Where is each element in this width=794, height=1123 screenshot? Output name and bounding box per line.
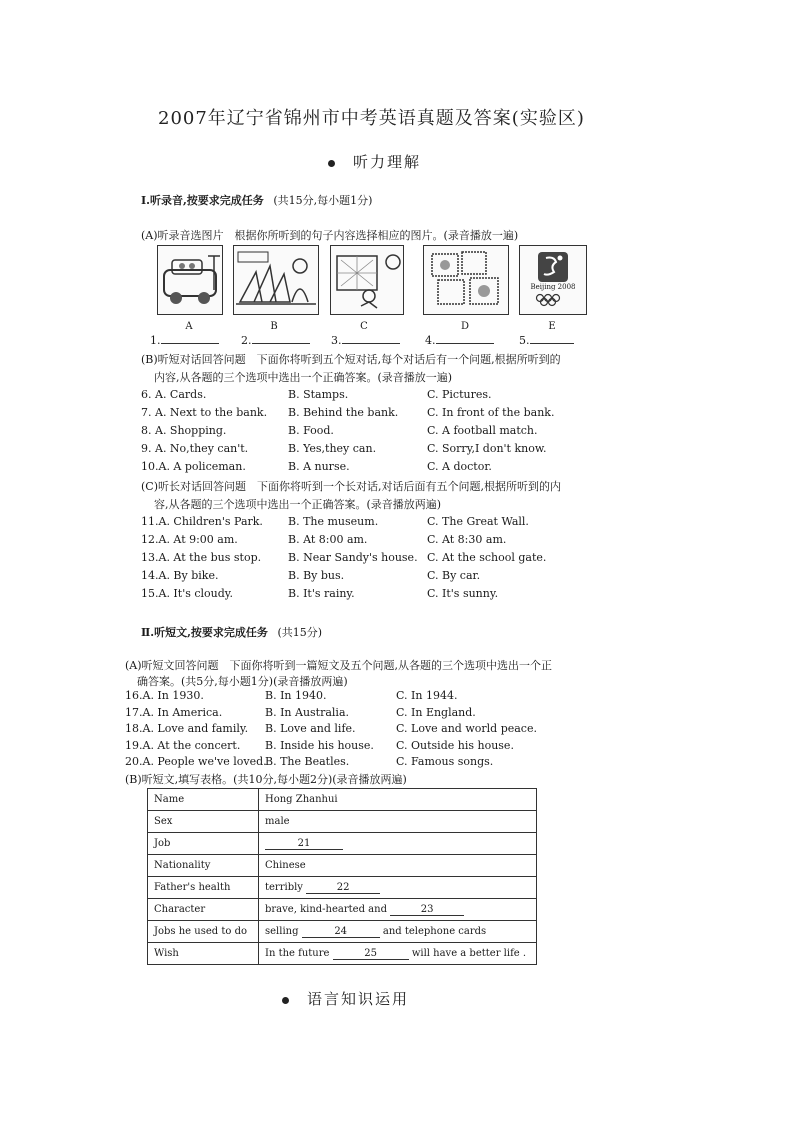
answer-blank-3[interactable] (331, 334, 400, 347)
table-value (259, 855, 537, 877)
table-key: Wish (148, 943, 259, 965)
table-value (259, 877, 537, 899)
option-b[interactable]: B. At 8:00 am. (288, 533, 368, 546)
table-row (148, 877, 537, 899)
question-row (141, 460, 246, 473)
question-row (141, 587, 233, 600)
blank-number: 2. (241, 334, 252, 347)
fill-blank[interactable]: 23 (390, 904, 464, 916)
table-value (259, 943, 537, 965)
question-row (125, 739, 240, 752)
part-one-score: (共15分,每小题1分) (273, 194, 373, 207)
value-text: In the future (265, 947, 330, 959)
table-key: Job (148, 833, 259, 855)
blank-line (342, 334, 400, 344)
option-a[interactable]: A. Children's Park. (158, 515, 263, 528)
table-row (148, 789, 537, 811)
part-c-intro-line1: (C)听长对话回答问题 下面你将听到一个长对话,对话后面有五个问题,根据所听到的内 (141, 480, 561, 493)
option-b[interactable]: B. A nurse. (288, 460, 350, 473)
blank-line (161, 334, 219, 344)
bullet-icon (328, 160, 335, 167)
question-number: 17. (125, 706, 143, 719)
picture-letter-e: E (548, 321, 556, 332)
picture-letter-c: C (360, 321, 368, 332)
value-text: Hong Zhanhui (265, 794, 338, 805)
stamps-icon (424, 246, 508, 314)
value-text: male (265, 816, 290, 827)
option-b[interactable]: B. By bus. (288, 569, 345, 582)
blank-line (436, 334, 494, 344)
part-two-title: Ⅱ.听短文,按要求完成任务 (141, 626, 268, 639)
answer-blank-5[interactable] (519, 334, 574, 347)
option-b[interactable]: B. The museum. (288, 515, 379, 528)
question-number: 14. (141, 569, 159, 582)
table-value (259, 899, 537, 921)
part-2b-intro: (B)听短文,填写表格。(共10分,每小题2分)(录音播放两遍) (125, 773, 407, 786)
part-two-score: (共15分) (277, 626, 323, 639)
table-key: Character (148, 899, 259, 921)
option-c[interactable]: C. In England. (396, 706, 476, 719)
fill-blank[interactable]: 22 (306, 882, 380, 894)
question-row (125, 722, 248, 735)
part-2a-intro-line2: 确答案。(共5分,每小题1分)(录音播放两遍) (137, 675, 348, 688)
question-row (125, 706, 222, 719)
part-a-intro: (A)听录音选图片 根据你所听到的句子内容选择相应的图片。(录音播放一遍) (141, 229, 519, 242)
question-row (141, 406, 267, 419)
option-c[interactable]: C. Famous songs. (396, 755, 494, 768)
option-b[interactable]: B. The Beatles. (265, 755, 350, 768)
car-family-icon (158, 246, 222, 314)
option-a[interactable]: A. In 1930. (142, 689, 204, 702)
option-b[interactable]: B. Love and life. (265, 722, 356, 735)
table-row (148, 943, 537, 965)
value-text: will have a better life . (411, 947, 527, 959)
table-row (148, 899, 537, 921)
table-row (148, 833, 537, 855)
question-number: 16. (125, 689, 143, 702)
option-b[interactable]: B. Food. (288, 424, 334, 437)
option-a[interactable]: A. At 9:00 am. (158, 533, 238, 546)
table-key: Sex (148, 811, 259, 833)
option-c[interactable]: C. At the school gate. (427, 551, 547, 564)
option-b[interactable]: B. Near Sandy's house. (288, 551, 418, 564)
opera-house-icon (234, 246, 318, 314)
option-c[interactable]: C. Pictures. (427, 388, 492, 401)
option-c[interactable]: C. It's sunny. (427, 587, 499, 600)
question-row (141, 569, 218, 582)
picture-a (157, 245, 223, 315)
fill-blank[interactable]: 25 (333, 948, 409, 960)
emblem-text: Beijing 2008 (530, 283, 576, 291)
option-b[interactable]: B. Stamps. (288, 388, 349, 401)
option-a[interactable]: A. No,they can't. (155, 442, 249, 455)
part-one-label (141, 192, 372, 208)
option-b[interactable]: B. In Australia. (265, 706, 350, 719)
blank-number: 4. (425, 334, 436, 347)
question-number: 11. (141, 515, 159, 528)
value-text: selling (265, 925, 299, 937)
answer-blank-4[interactable] (425, 334, 494, 347)
part-two-label (141, 624, 322, 640)
part-one-title: I.听录音,按要求完成任务 (141, 194, 264, 207)
answer-blank-1[interactable] (150, 334, 219, 347)
part-b-intro-line2: 内容,从各题的三个选项中选出一个正确答案。(录音播放一遍) (154, 371, 453, 384)
blank-number: 3. (331, 334, 342, 347)
picture-letter-b: B (270, 321, 278, 332)
option-c[interactable]: C. In front of the bank. (427, 406, 555, 419)
answer-blank-2[interactable] (241, 334, 310, 347)
table-key: Jobs he used to do (148, 921, 259, 943)
option-c[interactable]: C. Love and world peace. (396, 722, 537, 735)
question-number: 15. (141, 587, 159, 600)
blank-line (530, 334, 574, 344)
option-a[interactable]: A. Love and family. (142, 722, 249, 735)
picture-b (233, 245, 319, 315)
section-heading-text: 听力理解 (353, 153, 422, 171)
question-row (141, 551, 261, 564)
question-row (125, 755, 267, 768)
value-text: brave, kind-hearted and (265, 903, 387, 915)
table-key: Father's health (148, 877, 259, 899)
question-number: 19. (125, 739, 143, 752)
table-value (259, 789, 537, 811)
table-row (148, 855, 537, 877)
part-2a-intro-line1: (A)听短文回答问题 下面你将听到一篇短文及五个问题,从各题的三个选项中选出一个正 (125, 659, 553, 672)
table-key: Nationality (148, 855, 259, 877)
option-b[interactable]: B. Behind the bank. (288, 406, 399, 419)
question-row (141, 424, 226, 437)
option-c[interactable]: C. By car. (427, 569, 481, 582)
option-a[interactable]: A. At the concert. (142, 739, 241, 752)
value-text: Chinese (265, 860, 306, 871)
question-row (141, 533, 238, 546)
question-number: 12. (141, 533, 159, 546)
option-a[interactable]: A. In America. (142, 706, 223, 719)
part-c-intro-line2: 容,从各题的三个选项中选出一个正确答案。(录音播放两遍) (154, 498, 442, 511)
blank-number: 1. (150, 334, 161, 347)
question-row (141, 388, 206, 401)
question-number: 6. (141, 388, 152, 401)
option-b[interactable]: B. It's rainy. (288, 587, 355, 600)
option-a[interactable]: A. By bike. (158, 569, 219, 582)
question-row (141, 442, 248, 455)
option-c[interactable]: C. In 1944. (396, 689, 458, 702)
question-number: 20. (125, 755, 143, 768)
option-c[interactable]: C. A football match. (427, 424, 538, 437)
option-a[interactable]: A. Shopping. (155, 424, 227, 437)
picture-letter-d: D (460, 321, 470, 332)
option-a[interactable]: A. It's cloudy. (158, 587, 234, 600)
fill-blank[interactable]: 24 (302, 926, 380, 938)
picture-c (330, 245, 404, 315)
fill-blank[interactable]: 21 (265, 838, 343, 850)
question-number: 13. (141, 551, 159, 564)
blank-line (252, 334, 310, 344)
page-title: 2007年辽宁省锦州市中考英语真题及答案(实验区) (158, 108, 585, 129)
picture-letter-a: A (185, 321, 193, 332)
question-number: 9. (141, 442, 152, 455)
table-row (148, 811, 537, 833)
option-c[interactable]: C. The Great Wall. (427, 515, 529, 528)
table-value (259, 921, 537, 943)
option-a[interactable]: A. Cards. (155, 388, 207, 401)
option-a[interactable]: A. A policeman. (158, 460, 246, 473)
question-number: 8. (141, 424, 152, 437)
table-row (148, 921, 537, 943)
beijing-2008-icon (520, 246, 586, 314)
value-text: terribly (265, 881, 303, 893)
option-c[interactable]: C. A doctor. (427, 460, 492, 473)
section-heading-text: 语言知识运用 (307, 990, 410, 1008)
question-row (125, 689, 204, 702)
question-row (141, 515, 263, 528)
option-b[interactable]: B. Inside his house. (265, 739, 374, 752)
part-b-intro-line1: (B)听短对话回答问题 下面你将听到五个短对话,每个对话后有一个问题,根据所听到的 (141, 353, 561, 366)
question-number: 18. (125, 722, 143, 735)
section-heading-listening (328, 151, 421, 172)
question-number: 7. (141, 406, 152, 419)
soccer-goal-icon (331, 246, 403, 314)
question-number: 10. (141, 460, 159, 473)
bullet-icon (282, 997, 289, 1004)
value-text: and telephone cards (382, 925, 487, 937)
info-table (147, 788, 537, 965)
blank-number: 5. (519, 334, 530, 347)
option-a[interactable]: A. Next to the bank. (155, 406, 268, 419)
option-c[interactable]: C. At 8:30 am. (427, 533, 507, 546)
table-key: Name (148, 789, 259, 811)
option-a[interactable]: A. At the bus stop. (158, 551, 262, 564)
option-c[interactable]: C. Outside his house. (396, 739, 514, 752)
table-value (259, 811, 537, 833)
section-heading-language (282, 988, 409, 1009)
picture-e (519, 245, 587, 315)
option-b[interactable]: B. Yes,they can. (288, 442, 377, 455)
table-value (259, 833, 537, 855)
picture-d (423, 245, 509, 315)
option-c[interactable]: C. Sorry,I don't know. (427, 442, 547, 455)
option-b[interactable]: B. In 1940. (265, 689, 327, 702)
option-a[interactable]: A. People we've loved. (142, 755, 267, 768)
